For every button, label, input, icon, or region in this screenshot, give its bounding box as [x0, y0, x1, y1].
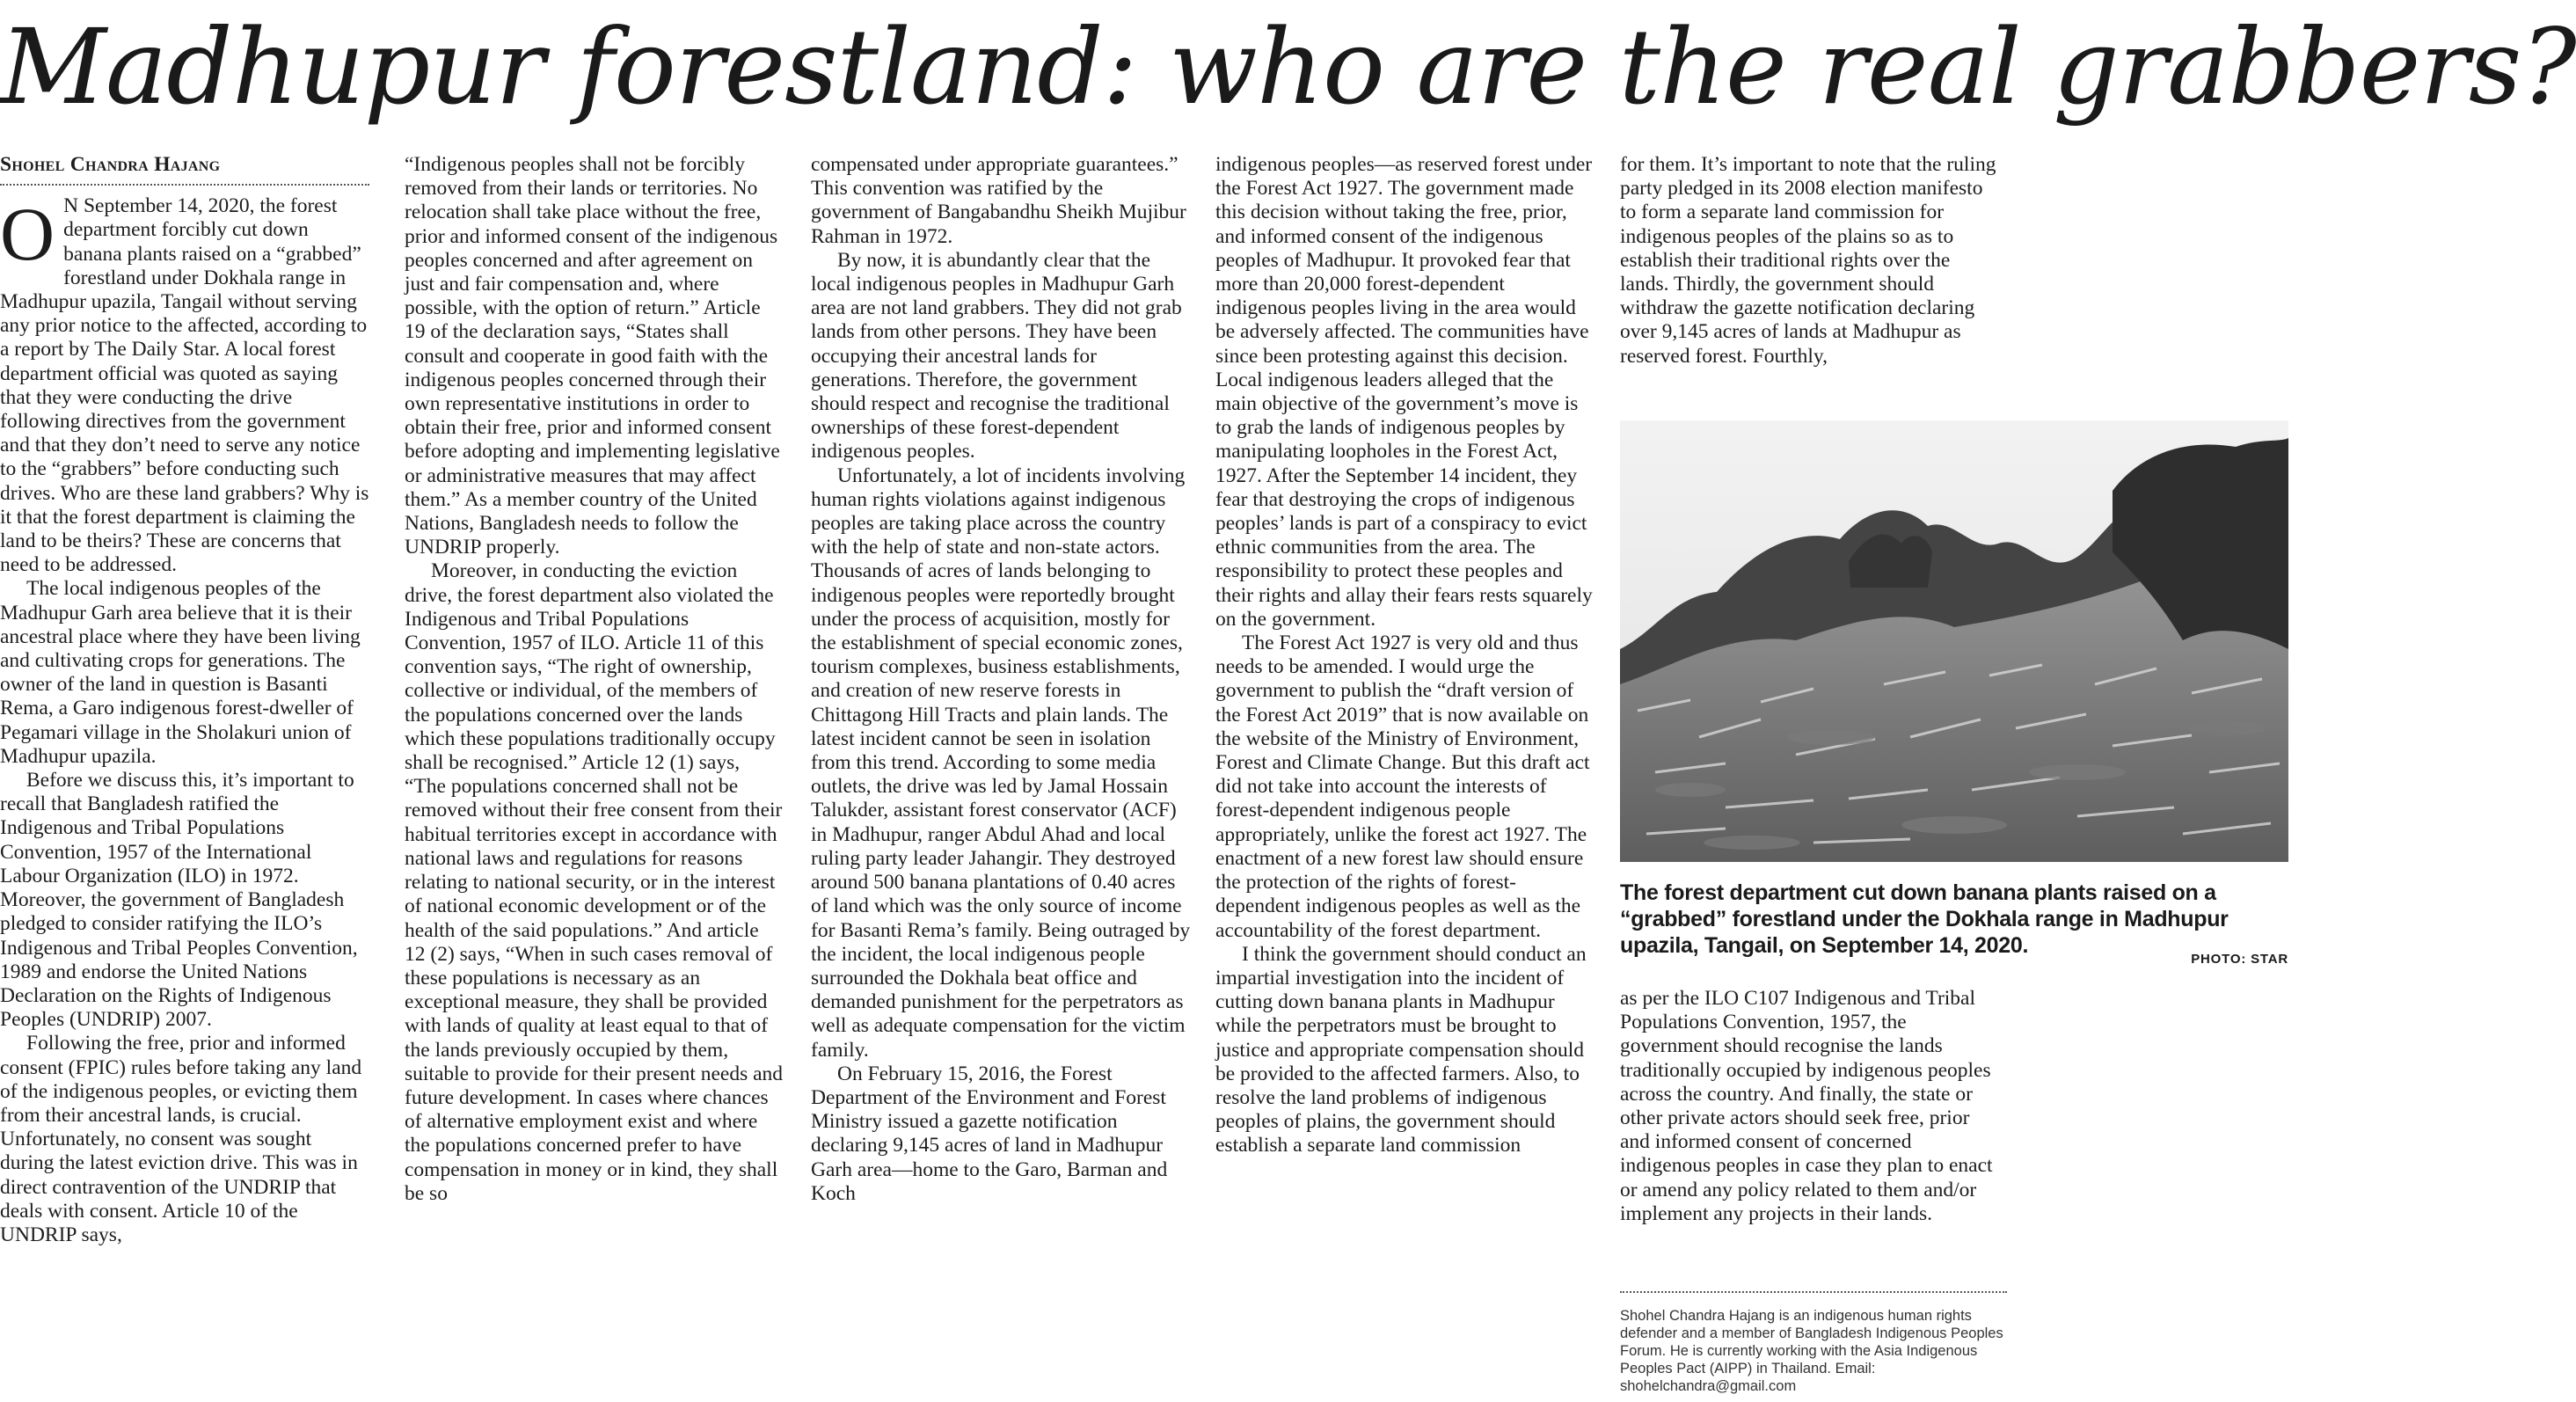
byline: Shohel Chandra Hajang [0, 153, 369, 186]
paragraph: Moreover, in conducting the eviction drive, the forest department also violated the Indigenous and Tribal Populations Convention, 1957 of ILO. Article 11 of this convention says, “The right of ownership, collective or individual, of the members of the populations concerned over the lands which these populations traditionally occupy shall be recognised.” Article 12 (1) says, “The populations concerned shall not be removed without their free consent from their habitual territories except in accordance with national laws and regulations for reasons relating to national security, or in the interest of national economic development or of the health of the said populations.” And article 12 (2) says, “When in such cases removal of these populations is necessary as an exceptional measure, they shall be provided with lands of quality at least equal to that of the lands previously occupied by them, suitable to provide for their present needs and future development. In cases where chances of alternative employment exist and where the populations concerned prefer to have compensation in money or in kind, they shall be so [405, 559, 784, 1205]
paragraph: compensated under appropriate guarantees.” This convention was ratified by the government of Bangabandhu Sheikh Mujibur Rahman in 1972. [811, 153, 1186, 248]
article-column-5-bottom [1620, 987, 2000, 1277]
article-column-4 [1215, 153, 1597, 1400]
paragraph: indigenous peoples—as reserved forest under the Forest Act 1927. The government made this decision without taking the free, prior, and informed consent of the indigenous peoples of Madhupur. It provoked fear that more than 20,000 forest-dependent indigenous peoples living in the area would be adversely affected. The communities have since been protesting against this decision. Local indigenous leaders alleged that the main objective of the government’s move is to grab the lands of indigenous peoples by manipulating loopholes in the Forest Act, 1927. After the September 14 incident, they fear that destroying the crops of indigenous peoples’ lands is part of a conspiracy to evict ethnic communities from the area. The responsibility to protect these peoples and their rights and allay their fears rests squarely on the government. [1215, 153, 1593, 631]
paragraph: The Forest Act 1927 is very old and thus needs to be amended. I would urge the government to publish the “draft version of the Forest Act 2019” that is now available on the website of the Ministry of Environment, Forest and Climate Change. But this draft act did not take into account the interests of forest-dependent indigenous people appropriately, unlike the forest act 1927. The enactment of a new forest law should ensure the protection of the rights of forest-dependent indigenous peoples as well as the accountability of the forest department. [1215, 632, 1590, 942]
paragraph: Following the free, prior and informed consent (FPIC) rules before taking any land of the indigenous peoples, or evicting them from their ancestral lands, is crucial. Unfortunately, no consent was sought during the latest eviction drive. This was in direct contravention of the UNDRIP that deals with consent. Article 10 of the UNDRIP says, [0, 1032, 362, 1246]
paragraph: N September 14, 2020, the forest department forcibly cut down banana plants raised on a “grabbed” forestland under Dokhala range in Madhupur upazila, Tangail without serving any prior notice to the affected, according to a report by The Daily Star. A local forest department official was quoted as saying that they were conducting the drive following directives from the government and that they don’t need to serve any notice to the “grabbers” before conducting such drives. Who are these land grabbers? Why is it that the forest department is claiming the land to be theirs? These are concerns that need to be addressed. [0, 194, 369, 577]
article-column-1 [0, 153, 369, 1400]
paragraph: Unfortunately, a lot of incidents involving human rights violations against indigenous peoples are taking place across the country with the help of state and non-state actors. Thousands of acres of lands belonging to indigenous peoples were reportedly brought under the process of acquisition, mostly for the establishment of special economic zones, tourism complexes, business establishments, and creation of new reserve forests in Chittagong Hill Tracts and plain lands. The latest incident cannot be seen in isolation from this trend. According to some media outlets, the drive was led by Jamal Hossain Talukder, assistant forest conservator (ACF) in Madhupur, ranger Abdul Ahad and local ruling party leader Jahangir. They destroyed around 500 banana plantations of 0.40 acres of land which was the only source of income for Basanti Rema’s family. Being outraged by the incident, the local indigenous people surrounded the Dokhala beat office and demanded punishment for the perpetrators as well as adequate compensation for the victim family. [811, 464, 1191, 1062]
headline: Madhupur forestland: who are the real grabbers? [0, 6, 2576, 128]
article-column-2 [405, 153, 784, 1400]
paragraph: “Indigenous peoples shall not be forcibly removed from their lands or territories. No relocation shall take place without the free, prior and informed consent of the indigenous peoples concerned and after agreement on just and fair compensation and, where possible, with the option of return.” Article 19 of the declaration says, “States shall consult and cooperate in good faith with the indigenous peoples concerned through their own representative institutions in order to obtain their free, prior and informed consent before adopting and implementing legislative or administrative measures that may affect them.” As a member country of the United Nations, Bangladesh needs to follow the UNDRIP properly. [405, 153, 780, 559]
paragraph: I think the government should conduct an impartial investigation into the incident of cutting down banana plants in Madhupur while the perpetrators must be brought to justice and appropriate compensation should be provided to the affected farmers. Also, to resolve the land problems of indigenous peoples of plains, the government should establish a separate land commission [1215, 942, 1587, 1157]
paragraph: By now, it is abundantly clear that the local indigenous peoples in Madhupur Garh area are not land grabbers. They did not grab lands from other persons. They have been occupying their ancestral lands for generations. Therefore, the government should respect and recognise the traditional ownerships of these forest-dependent indigenous peoples. [811, 248, 1182, 464]
article-column-3 [811, 153, 1191, 1400]
photo-caption: The forest department cut down banana plants raised on a “grabbed” forestland under the Dokhala range in Madhupur upazila, Tangail, on September 14, 2020. [1620, 880, 2229, 958]
photo-credit: PHOTO: STAR [2191, 952, 2288, 967]
article-photo [1620, 420, 2288, 862]
article-column-5-top [1620, 153, 2000, 399]
drop-cap: O [0, 192, 55, 277]
paragraph: as per the ILO C107 Indigenous and Tribal Populations Convention, 1957, the government should recognise the lands traditionally occupied by indigenous peoples across the country. And finally, the state or other private actors should seek free, prior and informed consent of concerned indigenous peoples in case they plan to enact or amend any policy related to them and/or implement any projects in their lands. [1620, 987, 1993, 1225]
paragraph: Before we discuss this, it’s important to recall that Bangladesh ratified the Indigenous and Tribal Populations Convention, 1957 of the International Labour Organization (ILO) in 1972. Moreover, the government of Bangladesh pledged to consider ratifying the ILO’s Indigenous and Tribal Peoples Convention, 1989 and endorse the United Nations Declaration on the Rights of Indigenous Peoples (UNDRIP) 2007. [0, 769, 358, 1032]
paragraph: On February 15, 2016, the Forest Department of the Environment and Forest Ministry issued a gazette notification declaring 9,145 acres of land in Madhupur Garh area—home to the Garo, Barman and Koch [811, 1062, 1168, 1205]
paragraph: The local indigenous peoples of the Madhupur Garh area believe that it is their ancestral place where they have been living and cultivating crops for generations. The owner of the land in question is Basanti Rema, a Garo indigenous forest-dweller of Pegamari village in the Sholakuri union of Madhupur upazila. [0, 577, 361, 768]
author-bio: Shohel Chandra Hajang is an indigenous human rights defender and a member of Bangladesh Indigenous Peoples Forum. He is currently working with the Asia Indigenous Peoples Pact (AIPP) in Thailand. Email: shohelchandra@gmail.com [1620, 1291, 2007, 1395]
paragraph: for them. It’s important to note that the ruling party pledged in its 2008 election manifesto to form a separate land commission for indigenous peoples of the plains so as to establish their traditional rights over the lands. Thirdly, the government should withdraw the gazette notification declaring over 9,145 acres of lands at Madhupur as reserved forest. Fourthly, [1620, 153, 1996, 368]
